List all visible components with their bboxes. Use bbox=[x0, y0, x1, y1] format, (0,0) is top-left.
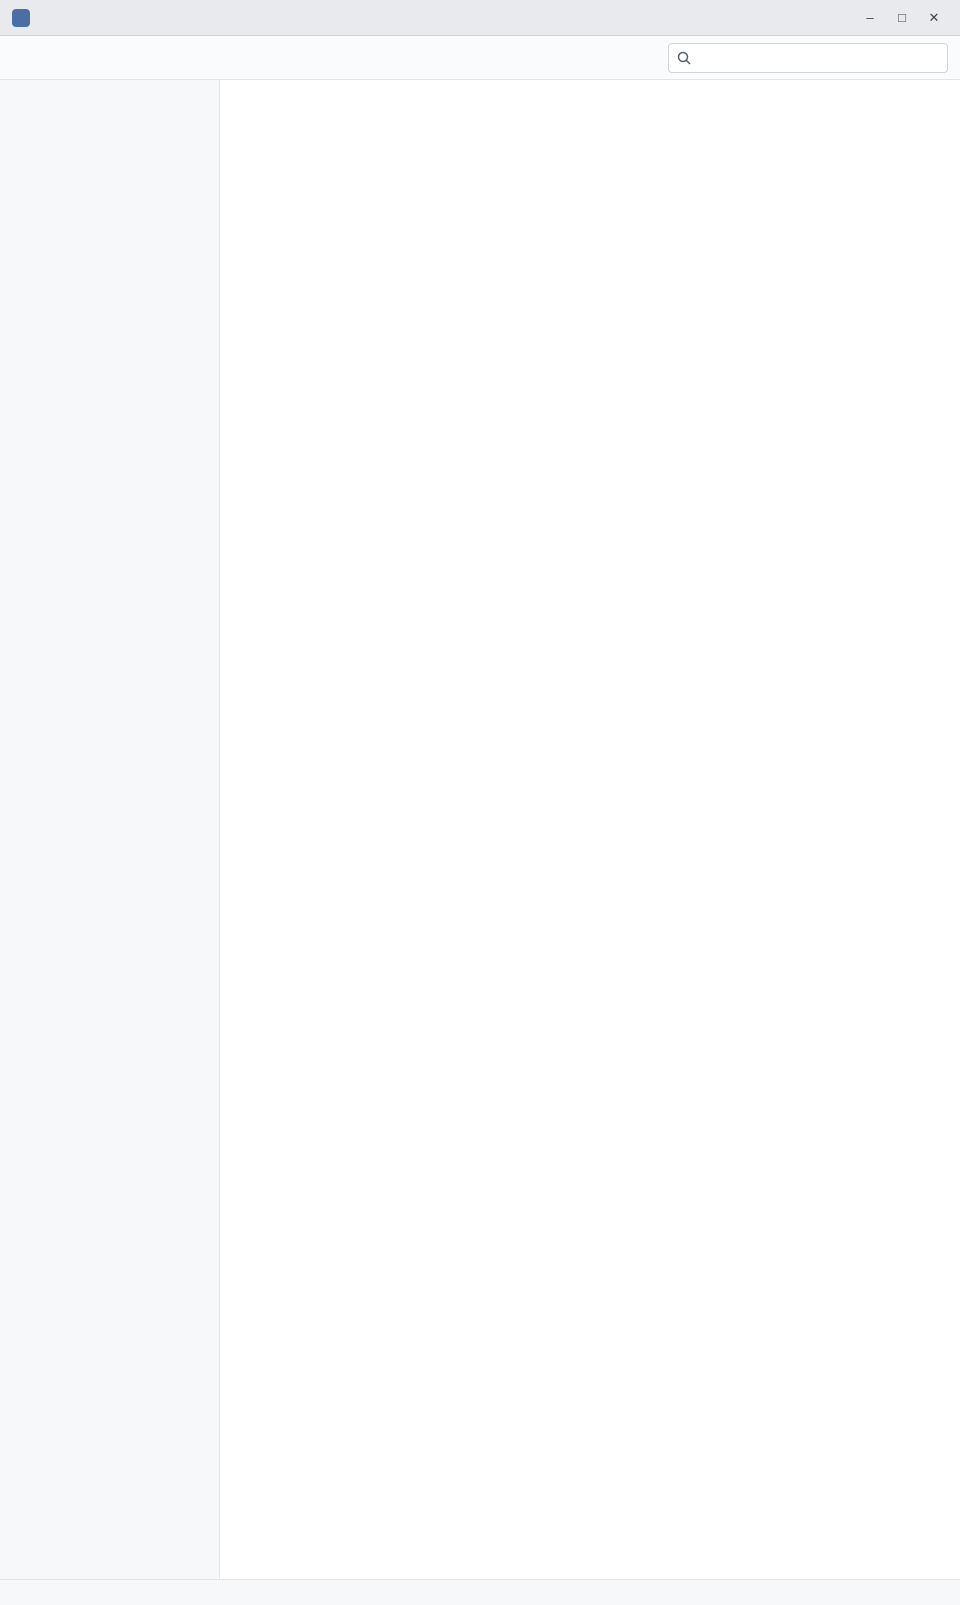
app-icon bbox=[12, 9, 30, 27]
minimize-icon[interactable]: – bbox=[866, 10, 874, 25]
status-bar bbox=[0, 1579, 960, 1605]
maximize-icon[interactable]: □ bbox=[898, 10, 906, 25]
search-icon bbox=[677, 51, 691, 65]
title-bar bbox=[0, 0, 960, 36]
toolbar bbox=[0, 36, 960, 80]
window-controls bbox=[856, 7, 948, 29]
page-title bbox=[248, 104, 932, 128]
sidebar bbox=[0, 80, 220, 1579]
search-box bbox=[668, 43, 948, 73]
search-input[interactable] bbox=[697, 49, 939, 66]
app-body bbox=[0, 80, 960, 1579]
main-content bbox=[220, 80, 960, 1579]
close-icon[interactable]: ✕ bbox=[928, 9, 940, 25]
